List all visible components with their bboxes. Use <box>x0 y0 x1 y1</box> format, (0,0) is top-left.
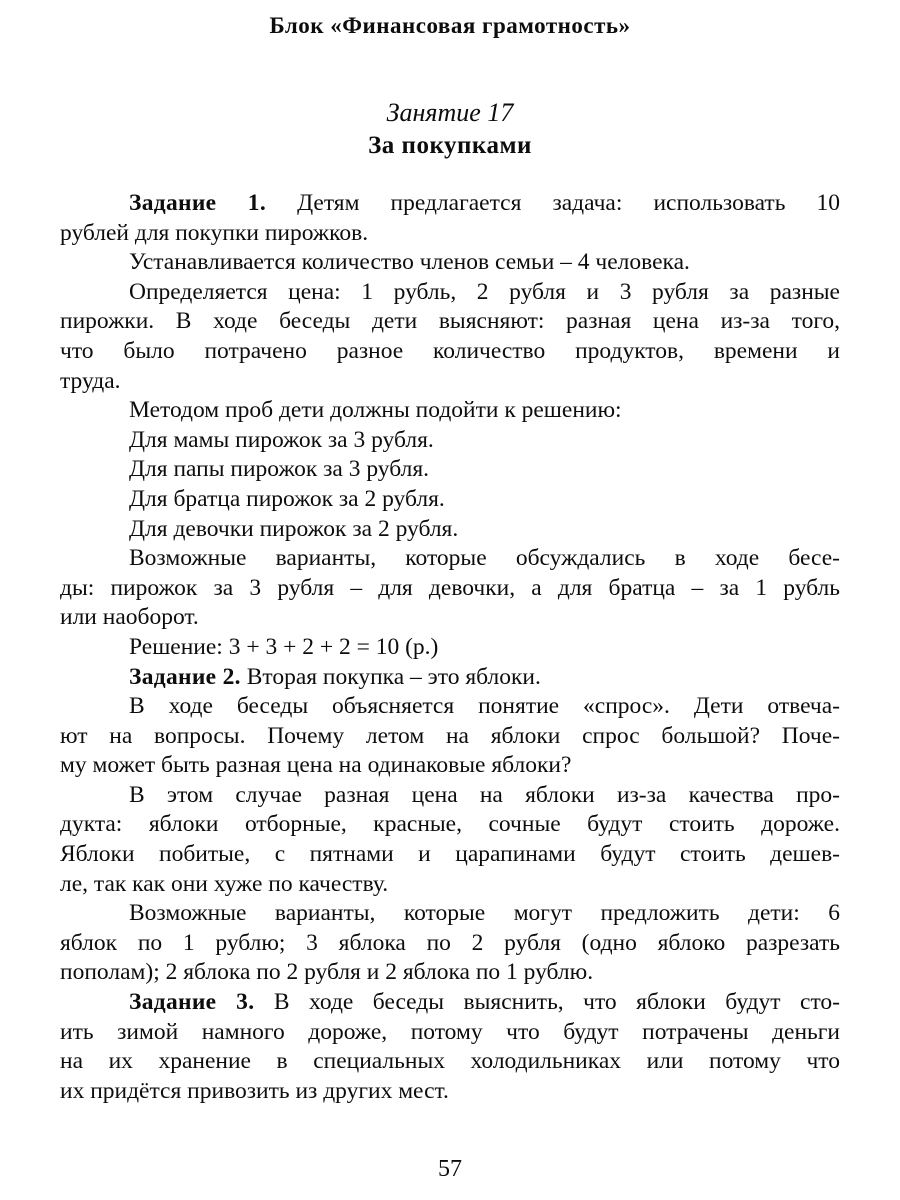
text-line: Для девочки пирожок за 2 рубля. <box>129 515 459 542</box>
text-line: В этом случае разная цена на яблоки из-за качества про- <box>129 781 840 808</box>
task-label: Задание 3. <box>129 989 255 1016</box>
text-line: Яблоки побитые, с пятнами и царапинами будут стоить дешев- <box>60 841 840 868</box>
lesson-number: Занятие 17 <box>386 98 514 127</box>
body-text <box>60 189 840 1106</box>
running-header: Блок «Финансовая грамотность» <box>269 13 631 38</box>
text-line: труда. <box>60 367 121 394</box>
text-line: му может быть разная цена на одинаковые яблоки? <box>60 752 572 779</box>
text-line: Возможные варианты, которые обсуждались в ходе бесе- <box>129 545 840 572</box>
text-line: Для братца пирожок за 2 рубля. <box>129 485 445 512</box>
text-line: рублей для покупки пирожков. <box>60 219 369 246</box>
page-number: 57 <box>438 1156 462 1182</box>
text-line: их придётся привозить из других мест. <box>60 1077 449 1104</box>
text-line: Методом проб дети должны подойти к решению: <box>129 397 622 424</box>
text-line: пополам); 2 яблока по 2 рубля и 2 яблока по 1 рублю. <box>60 959 594 986</box>
text-line: Для папы пирожок за 3 рубля. <box>129 456 430 483</box>
text-line: ить зимой намного дороже, потому что будут потрачены деньги <box>60 1018 840 1045</box>
text-line: Задание 1. Детям предлагается задача: использовать 10 <box>129 190 840 216</box>
text-line: Определяется цена: 1 рубль, 2 рубля и 3 рубля за разные <box>129 278 840 305</box>
text-line: Решение: 3 + 3 + 2 + 2 = 10 (р.) <box>129 633 439 660</box>
text-line: Для мамы пирожок за 3 рубля. <box>129 426 434 453</box>
text-line: пирожки. В ходе беседы дети выясняют: разная цена из-за того, <box>60 308 840 335</box>
task-label: Задание 1. <box>129 190 266 216</box>
text-line: или наоборот. <box>60 604 199 631</box>
text-line: что было потрачено разное количество продуктов, времени и <box>60 337 840 364</box>
text-line: дукта: яблоки отборные, красные, сочные будут стоить дороже. <box>60 811 840 838</box>
text-line: В ходе беседы объясняется понятие «спрос». Дети отвеча- <box>129 693 840 720</box>
text-line: Задание 3. В ходе беседы выяснить, что яблоки будут сто- <box>129 989 840 1016</box>
text-line: на их хранение в специальных холодильниках или потому что <box>60 1048 840 1075</box>
text-line: Возможные варианты, которые могут предложить дети: 6 <box>129 900 840 927</box>
text-line: Устанавливается количество членов семьи – 4 человека. <box>129 249 690 276</box>
text-line: яблок по 1 рублю; 3 яблока по 2 рубля (одно яблоко разрезать <box>60 929 840 956</box>
text-line: Задание 2. Вторая покупка – это яблоки. <box>129 663 541 690</box>
text-line: ды: пирожок за 3 рубля – для девочки, а для братца – за 1 рубль <box>60 574 840 601</box>
task-label: Задание 2. <box>129 663 241 690</box>
lesson-title: За покупками <box>368 132 532 159</box>
text-line: ют на вопросы. Почему летом на яблоки спрос большой? Поче- <box>60 722 840 749</box>
text-line: ле, так как они хуже по качеству. <box>60 870 389 897</box>
